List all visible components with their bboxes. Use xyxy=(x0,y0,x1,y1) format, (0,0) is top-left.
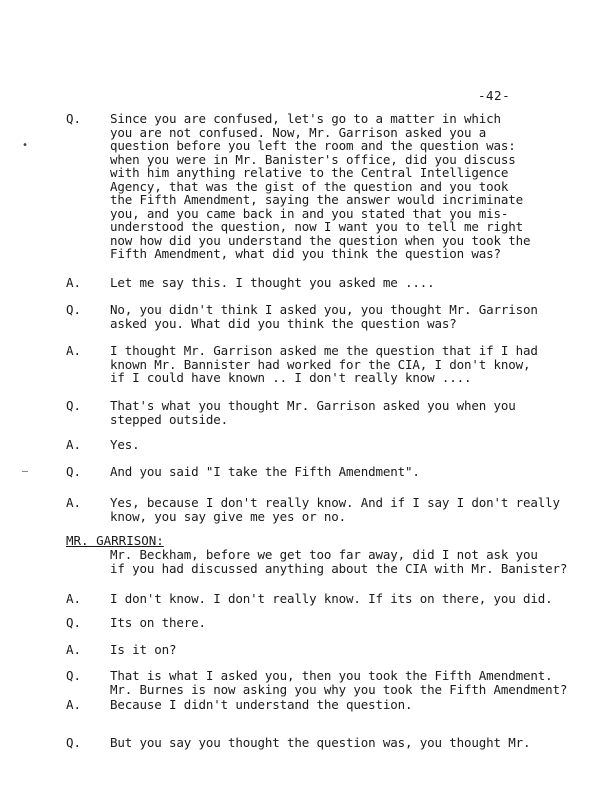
speaker-label: Q. xyxy=(66,111,82,126)
entry-text: Mr. Beckham, before we get too far away, did I not ask you if you had discussed anything about the CIA with Mr. Banister? xyxy=(110,547,568,576)
margin-mark: – xyxy=(22,466,29,477)
entry-text: Since you are confused, let's go to a matter in which you are not confused. Now, Mr. Garrison asked you a question before you left the room and the question was: when you were in Mr. Banister's office, did you discuss with him anything relative to the Central Intelligence Agency, that was the gist of the question and you took the Fifth Amendment, saying the answer would incriminate you, and you came back in and you stated that you mis- understood the question, now I want you to tell me right now how did you understand the question when you took the Fifth Amendment, what did you think the question was? xyxy=(110,111,531,261)
speaker-label: Q. xyxy=(66,302,82,317)
speaker-label: A. xyxy=(66,642,82,657)
entry-text: I thought Mr. Garrison asked me the question that if I had known Mr. Bannister had worked for the CIA, I don't know, if I could have known .. I don't really know .... xyxy=(110,343,538,385)
speaker-label: A. xyxy=(66,495,82,510)
speaker-heading: MR. GARRISON: xyxy=(66,533,164,548)
entry-text: Yes, because I don't really know. And if I say I don't really know, you say give me yes or no. xyxy=(110,495,560,524)
speaker-label: A. xyxy=(66,275,82,290)
entry-text: Is it on? xyxy=(110,642,177,657)
entry-text: And you said "I take the Fifth Amendment". xyxy=(110,464,420,479)
speaker-label: A. xyxy=(66,697,82,712)
speaker-label: Q. xyxy=(66,735,82,750)
page-number: -42- xyxy=(478,88,511,103)
entry-text: Yes. xyxy=(110,437,140,452)
margin-mark: • xyxy=(22,140,29,151)
entry-text: Let me say this. I thought you asked me .... xyxy=(110,275,435,290)
speaker-label: Q. xyxy=(66,668,82,683)
speaker-label: Q. xyxy=(66,398,82,413)
entry-text: That is what I asked you, then you took the Fifth Amendment. Mr. Burnes is now asking you why you took the Fifth Amendment? xyxy=(110,668,568,697)
speaker-label: A. xyxy=(66,343,82,358)
entry-text: Its on there. xyxy=(110,615,206,630)
entry-text: That's what you thought Mr. Garrison asked you when you stepped outside. xyxy=(110,398,516,427)
speaker-label: A. xyxy=(66,437,82,452)
entry-text: I don't know. I don't really know. If its on there, you did. xyxy=(110,591,553,606)
speaker-label: Q. xyxy=(66,615,82,630)
entry-text: Because I didn't understand the question. xyxy=(110,697,413,712)
entry-text: No, you didn't think I asked you, you thought Mr. Garrison asked you. What did you think the question was? xyxy=(110,302,538,331)
speaker-label: Q. xyxy=(66,464,82,479)
entry-text: But you say you thought the question was, you thought Mr. xyxy=(110,735,531,750)
speaker-label: A. xyxy=(66,591,82,606)
